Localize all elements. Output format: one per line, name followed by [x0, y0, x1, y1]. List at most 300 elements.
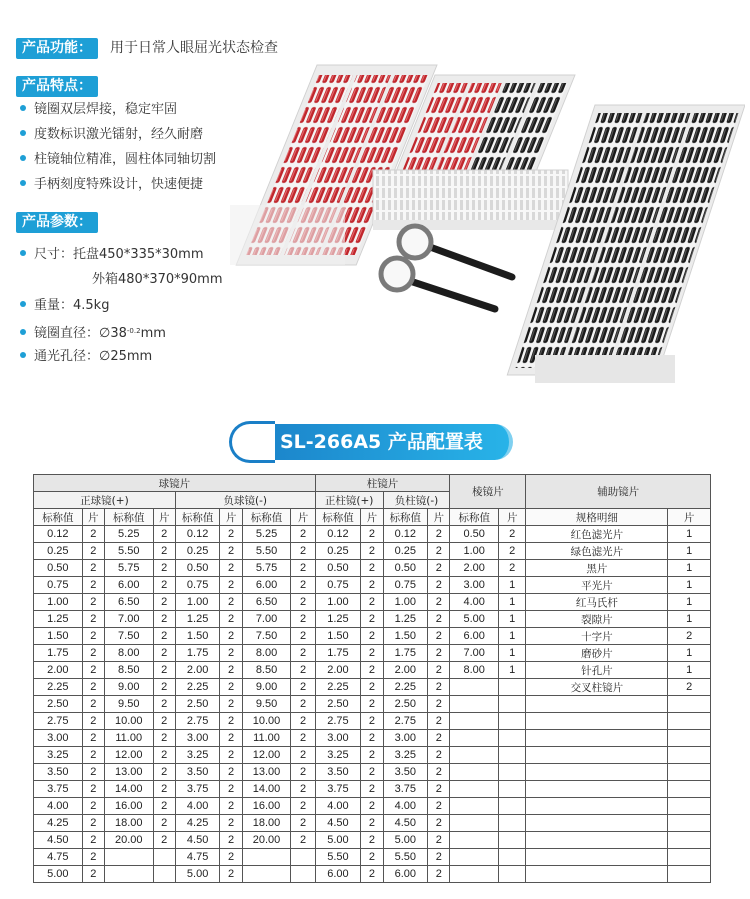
aux-spec-cell	[526, 781, 668, 798]
table-cell: 2	[220, 781, 242, 798]
table-cell: 9.00	[242, 679, 291, 696]
config-table-title: SL-266A5 产品配置表	[235, 424, 513, 460]
aux-spec-cell: 十字片	[526, 628, 668, 645]
table-cell: 2.00	[315, 662, 361, 679]
table-cell: 2	[82, 645, 104, 662]
table-row	[34, 747, 711, 764]
table-cell: 1.75	[175, 645, 220, 662]
table-row	[34, 713, 711, 730]
aux-spec-cell	[526, 730, 668, 747]
aux-spec-cell	[526, 713, 668, 730]
table-cell: 2	[361, 611, 383, 628]
table-cell: 1.50	[315, 628, 361, 645]
table-cell: 2	[428, 696, 450, 713]
table-cell: 2.25	[34, 679, 83, 696]
table-cell: 2	[291, 628, 315, 645]
table-cell: 8.00	[450, 662, 499, 679]
table-cell: 1	[499, 662, 526, 679]
table-cell: 3.50	[175, 764, 220, 781]
table-cell: 12.00	[242, 747, 291, 764]
table-cell: 2	[428, 713, 450, 730]
table-cell: 3.50	[315, 764, 361, 781]
table-cell	[291, 866, 315, 883]
table-cell: 18.00	[104, 815, 153, 832]
table-cell: 2	[82, 577, 104, 594]
table-cell: 0.75	[315, 577, 361, 594]
table-cell	[450, 815, 499, 832]
table-cell: 2.50	[175, 696, 220, 713]
table-cell: 2	[291, 730, 315, 747]
table-cell	[499, 747, 526, 764]
table-cell: 2	[291, 764, 315, 781]
table-cell: 2	[361, 781, 383, 798]
table-cell: 0.12	[175, 526, 220, 543]
table-row	[34, 611, 711, 628]
table-cell: 2	[361, 798, 383, 815]
table-cell: 5.75	[242, 560, 291, 577]
table-cell: 2	[361, 560, 383, 577]
table-cell: 9.00	[104, 679, 153, 696]
table-cell: 4.50	[175, 832, 220, 849]
table-cell: 20.00	[104, 832, 153, 849]
aux-spec-cell	[526, 832, 668, 849]
col-header-qty: 片	[499, 509, 526, 526]
table-cell: 2	[428, 798, 450, 815]
table-cell	[499, 798, 526, 815]
col-header-qty: 片	[220, 509, 242, 526]
table-cell: 2	[153, 713, 175, 730]
table-cell: 11.00	[242, 730, 291, 747]
table-cell: 0.25	[175, 543, 220, 560]
table-cell: 2	[428, 764, 450, 781]
table-cell: 1.25	[175, 611, 220, 628]
table-cell: 3.00	[315, 730, 361, 747]
table-cell: 2	[220, 849, 242, 866]
table-cell: 2	[361, 849, 383, 866]
table-cell: 2	[82, 764, 104, 781]
table-cell: 0.50	[34, 560, 83, 577]
table-cell: 9.50	[104, 696, 153, 713]
table-cell: 2	[82, 679, 104, 696]
table-cell: 2	[361, 577, 383, 594]
table-cell: 0.75	[34, 577, 83, 594]
table-cell: 6.00	[315, 866, 361, 883]
table-cell: 1	[668, 645, 711, 662]
table-cell: 1	[499, 577, 526, 594]
table-cell: 2	[291, 696, 315, 713]
table-cell: 2	[291, 747, 315, 764]
table-cell: 3.00	[450, 577, 499, 594]
table-cell: 2	[153, 662, 175, 679]
subgroup-neg-cyl: 负柱镜(-)	[383, 492, 450, 509]
group-aux: 辅助镜片	[526, 475, 711, 509]
table-cell: 1	[668, 560, 711, 577]
col-header-qty: 片	[668, 509, 711, 526]
table-cell: 5.00	[450, 611, 499, 628]
table-cell: 0.50	[450, 526, 499, 543]
table-cell: 2	[82, 526, 104, 543]
table-cell: 1.00	[315, 594, 361, 611]
table-row	[34, 628, 711, 645]
col-header-nominal: 标称值	[315, 509, 361, 526]
table-cell: 2	[82, 560, 104, 577]
table-cell: 2	[153, 832, 175, 849]
param-aperture: 通光孔径：∅25mm	[20, 347, 152, 367]
table-cell: 2	[153, 628, 175, 645]
table-cell: 1	[499, 594, 526, 611]
table-cell: 5.25	[242, 526, 291, 543]
table-cell	[450, 679, 499, 696]
table-cell: 1	[668, 662, 711, 679]
aux-spec-cell: 黑片	[526, 560, 668, 577]
table-cell: 3.50	[34, 764, 83, 781]
table-cell: 2	[82, 747, 104, 764]
table-cell: 1.25	[315, 611, 361, 628]
table-cell	[499, 781, 526, 798]
table-cell: 5.00	[383, 832, 428, 849]
table-cell: 1	[668, 577, 711, 594]
prism-slot-tray	[373, 170, 568, 225]
table-cell: 2.00	[34, 662, 83, 679]
table-cell	[668, 866, 711, 883]
table-cell: 2	[82, 798, 104, 815]
bullet-dot-icon	[20, 301, 26, 307]
table-cell: 2	[82, 594, 104, 611]
trial-lens-case-image	[225, 55, 745, 385]
aux-spec-cell	[526, 764, 668, 781]
table-cell: 2.00	[450, 560, 499, 577]
table-cell	[668, 798, 711, 815]
table-cell: 2	[361, 662, 383, 679]
table-cell	[499, 696, 526, 713]
table-cell: 2	[220, 764, 242, 781]
feature-item: 镜圈双层焊接，稳定牢固	[20, 100, 177, 120]
group-cylinder: 柱镜片	[315, 475, 450, 492]
table-cell	[668, 832, 711, 849]
table-row	[34, 543, 711, 560]
aux-spec-cell: 交叉柱镜片	[526, 679, 668, 696]
table-cell	[450, 798, 499, 815]
table-cell: 2	[82, 628, 104, 645]
table-cell: 2	[361, 713, 383, 730]
aux-spec-cell: 红马氏杆	[526, 594, 668, 611]
table-cell: 2	[220, 645, 242, 662]
table-cell: 6.00	[383, 866, 428, 883]
table-cell: 2	[291, 679, 315, 696]
table-cell: 2	[153, 730, 175, 747]
table-cell: 4.75	[34, 849, 83, 866]
table-cell: 0.12	[383, 526, 428, 543]
table-cell: 7.00	[104, 611, 153, 628]
config-table-body	[34, 526, 711, 883]
table-cell: 2	[220, 832, 242, 849]
col-header-qty: 片	[291, 509, 315, 526]
table-cell: 4.00	[383, 798, 428, 815]
table-cell: 2.25	[383, 679, 428, 696]
param-size-box: 外箱480*370*90mm	[92, 272, 223, 287]
table-cell: 6.50	[242, 594, 291, 611]
table-cell: 2	[82, 866, 104, 883]
table-cell: 5.75	[104, 560, 153, 577]
bullet-dot-icon	[20, 130, 26, 136]
table-cell: 5.00	[175, 866, 220, 883]
table-cell	[499, 832, 526, 849]
table-cell: 7.00	[450, 645, 499, 662]
table-cell: 2	[220, 866, 242, 883]
table-cell: 10.00	[104, 713, 153, 730]
table-cell: 2	[220, 798, 242, 815]
table-cell: 2	[291, 781, 315, 798]
table-cell: 0.12	[34, 526, 83, 543]
table-cell	[499, 849, 526, 866]
table-cell: 2	[291, 560, 315, 577]
table-cell: 4.50	[383, 815, 428, 832]
table-cell: 2	[361, 543, 383, 560]
table-cell	[499, 815, 526, 832]
table-row	[34, 696, 711, 713]
table-cell: 8.00	[104, 645, 153, 662]
table-cell: 2	[668, 679, 711, 696]
aux-spec-cell: 针孔片	[526, 662, 668, 679]
col-header-nominal: 标称值	[104, 509, 153, 526]
table-row	[34, 594, 711, 611]
table-cell: 2	[82, 781, 104, 798]
table-cell: 2	[82, 611, 104, 628]
table-cell: 2	[291, 611, 315, 628]
table-cell: 4.00	[175, 798, 220, 815]
table-cell	[499, 679, 526, 696]
table-cell: 2	[499, 543, 526, 560]
table-cell: 4.00	[34, 798, 83, 815]
table-cell: 2	[361, 679, 383, 696]
table-cell: 4.50	[315, 815, 361, 832]
table-cell: 2	[361, 832, 383, 849]
table-cell: 3.75	[34, 781, 83, 798]
table-cell: 0.50	[175, 560, 220, 577]
table-cell: 2	[82, 696, 104, 713]
bullet-dot-icon	[20, 250, 26, 256]
aux-spec-cell	[526, 866, 668, 883]
table-cell: 3.00	[34, 730, 83, 747]
table-row	[34, 679, 711, 696]
feature-item: 手柄刻度特殊设计，快速便捷	[20, 175, 203, 195]
table-cell: 1	[499, 611, 526, 628]
table-cell: 2	[220, 560, 242, 577]
table-cell: 13.00	[242, 764, 291, 781]
bullet-dot-icon	[20, 329, 26, 335]
aux-spec-cell: 磨砂片	[526, 645, 668, 662]
table-cell: 2	[428, 679, 450, 696]
table-row	[34, 866, 711, 883]
table-row	[34, 526, 711, 543]
table-cell: 2	[361, 526, 383, 543]
table-cell	[242, 866, 291, 883]
table-cell: 2	[291, 832, 315, 849]
table-cell: 9.50	[242, 696, 291, 713]
title-decor	[229, 421, 275, 463]
table-cell: 1.25	[34, 611, 83, 628]
col-header-qty: 片	[428, 509, 450, 526]
col-header-nominal: 标称值	[175, 509, 220, 526]
table-cell: 3.75	[315, 781, 361, 798]
table-cell: 1	[668, 611, 711, 628]
table-cell: 2.50	[383, 696, 428, 713]
aux-spec-cell	[526, 747, 668, 764]
subgroup-neg-sphere: 负球镜(-)	[175, 492, 315, 509]
table-cell: 2	[153, 747, 175, 764]
table-cell	[450, 866, 499, 883]
table-cell: 16.00	[242, 798, 291, 815]
table-cell	[668, 747, 711, 764]
table-cell: 1.00	[450, 543, 499, 560]
bullet-dot-icon	[20, 180, 26, 186]
table-cell: 2	[361, 628, 383, 645]
group-prism: 棱镜片	[450, 475, 526, 509]
table-cell: 3.00	[383, 730, 428, 747]
table-cell: 2	[361, 866, 383, 883]
aux-spec-cell: 绿色滤光片	[526, 543, 668, 560]
table-cell: 2.75	[175, 713, 220, 730]
table-cell: 2	[428, 815, 450, 832]
table-row	[34, 832, 711, 849]
table-cell: 5.50	[104, 543, 153, 560]
table-cell: 5.25	[104, 526, 153, 543]
col-header-spec: 规格明细	[526, 509, 668, 526]
aux-spec-cell	[526, 815, 668, 832]
function-text: 用于日常人眼屈光状态检查	[110, 40, 278, 56]
table-cell: 1.75	[315, 645, 361, 662]
aux-spec-cell: 平光片	[526, 577, 668, 594]
table-cell: 2	[291, 526, 315, 543]
table-cell: 6.50	[104, 594, 153, 611]
table-cell: 1.00	[383, 594, 428, 611]
table-cell: 8.50	[242, 662, 291, 679]
table-cell: 2	[428, 849, 450, 866]
table-cell: 1	[499, 628, 526, 645]
table-cell: 2	[361, 645, 383, 662]
table-cell	[450, 781, 499, 798]
table-cell	[668, 815, 711, 832]
table-cell	[450, 832, 499, 849]
table-cell: 3.25	[175, 747, 220, 764]
table-cell: 2	[153, 560, 175, 577]
table-cell: 18.00	[242, 815, 291, 832]
group-sphere: 球镜片	[34, 475, 316, 492]
table-cell: 2	[361, 815, 383, 832]
config-table	[33, 474, 711, 883]
column-header-row	[34, 509, 711, 526]
table-cell: 2	[153, 679, 175, 696]
table-row	[34, 560, 711, 577]
table-cell: 2	[291, 798, 315, 815]
table-cell: 7.50	[242, 628, 291, 645]
table-cell: 2	[220, 679, 242, 696]
table-cell: 2.00	[175, 662, 220, 679]
table-cell: 3.25	[383, 747, 428, 764]
table-cell: 8.00	[242, 645, 291, 662]
table-cell: 3.00	[175, 730, 220, 747]
aux-spec-cell: 红色滤光片	[526, 526, 668, 543]
table-cell: 4.25	[34, 815, 83, 832]
param-size: 尺寸：托盘450*335*30mm	[20, 245, 204, 265]
feature-item: 柱镜轴位精准，圆柱体同轴切割	[20, 150, 216, 170]
table-cell: 2	[428, 747, 450, 764]
table-cell: 6.00	[450, 628, 499, 645]
table-cell	[668, 764, 711, 781]
table-cell: 5.50	[242, 543, 291, 560]
table-cell	[242, 849, 291, 866]
table-cell: 2	[428, 781, 450, 798]
table-cell: 2.75	[383, 713, 428, 730]
table-cell: 8.50	[104, 662, 153, 679]
table-cell	[291, 849, 315, 866]
table-cell: 2	[220, 815, 242, 832]
table-cell: 0.25	[34, 543, 83, 560]
table-cell: 4.75	[175, 849, 220, 866]
table-cell: 11.00	[104, 730, 153, 747]
table-cell: 2.75	[34, 713, 83, 730]
table-cell: 2	[499, 560, 526, 577]
table-cell: 2	[220, 696, 242, 713]
table-cell: 2	[153, 781, 175, 798]
table-cell: 2	[220, 730, 242, 747]
col-header-qty: 片	[82, 509, 104, 526]
aux-spec-cell	[526, 696, 668, 713]
table-cell: 2	[428, 662, 450, 679]
bullet-dot-icon	[20, 105, 26, 111]
table-cell: 7.00	[242, 611, 291, 628]
table-cell: 2	[220, 662, 242, 679]
table-cell: 2	[361, 730, 383, 747]
table-cell: 1	[668, 543, 711, 560]
table-cell: 2	[428, 560, 450, 577]
table-cell	[499, 730, 526, 747]
table-cell	[668, 713, 711, 730]
table-cell: 13.00	[104, 764, 153, 781]
table-cell: 2	[291, 594, 315, 611]
table-cell: 2	[361, 764, 383, 781]
table-cell: 2	[428, 730, 450, 747]
table-cell: 2	[82, 713, 104, 730]
table-cell: 14.00	[242, 781, 291, 798]
table-cell: 2	[153, 543, 175, 560]
table-cell: 5.00	[315, 832, 361, 849]
table-cell	[450, 764, 499, 781]
table-cell: 1.50	[383, 628, 428, 645]
table-cell: 2	[153, 611, 175, 628]
table-cell	[499, 764, 526, 781]
table-row	[34, 849, 711, 866]
table-cell: 2	[668, 628, 711, 645]
col-header-nominal: 标称值	[242, 509, 291, 526]
table-cell: 1.75	[383, 645, 428, 662]
table-cell	[499, 713, 526, 730]
table-cell: 2	[82, 543, 104, 560]
table-cell: 2	[220, 594, 242, 611]
aux-spec-cell	[526, 849, 668, 866]
table-cell	[153, 849, 175, 866]
param-weight: 重量：4.5kg	[20, 296, 109, 316]
table-cell: 2	[220, 713, 242, 730]
table-cell: 1	[668, 594, 711, 611]
table-cell: 1.50	[175, 628, 220, 645]
table-cell: 5.00	[34, 866, 83, 883]
function-tag: 产品功能：	[16, 38, 98, 59]
aux-spec-cell	[526, 798, 668, 815]
table-cell: 5.50	[383, 849, 428, 866]
table-cell	[153, 866, 175, 883]
table-cell: 3.75	[175, 781, 220, 798]
